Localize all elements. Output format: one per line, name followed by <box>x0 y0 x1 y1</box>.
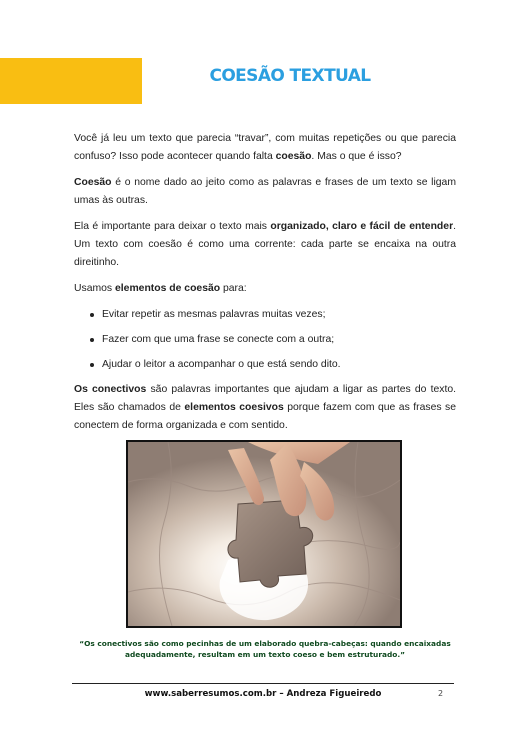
bold-text: Coesão <box>74 177 112 188</box>
text-run: porque fazem com que as frases se conectem de forma organizada e com sentido. <box>74 402 456 431</box>
text-run: para: <box>220 283 247 294</box>
footer-text: www.saberresumos.com.br – Andreza Figueiredo <box>144 689 382 699</box>
puzzle-photo <box>126 440 402 628</box>
text-run: . Mas o que é isso? <box>311 151 402 162</box>
list-item <box>74 306 456 324</box>
text-run: Usamos <box>74 283 115 294</box>
text-run: são palavras importantes que ajudam a ligar as partes do texto. Eles são chamados de <box>74 384 456 413</box>
bold-text: coesão <box>275 151 312 162</box>
paragraph-elements-intro <box>74 280 456 298</box>
list-item-text: Evitar repetir as mesmas palavras muitas vezes; <box>102 309 326 320</box>
caption-line: adequadamente, resultam em um texto coeso e bem estruturado.” <box>125 650 405 659</box>
text-run: é o nome dado ao jeito como as palavras e frases de um texto se ligam umas às outras. <box>74 177 456 206</box>
bullet-icon <box>90 313 94 317</box>
list-item <box>74 356 456 374</box>
footer-divider <box>72 683 454 684</box>
text-run: Você já leu um texto que parecia “travar”, com muitas repetições ou que parecia confuso? Isso pode acontecer quando falta <box>74 133 456 162</box>
paragraph-connectives <box>74 381 456 435</box>
list-item-text: Ajudar o leitor a acompanhar o que está sendo dito. <box>102 359 341 370</box>
paragraph-importance <box>74 218 456 272</box>
figure-caption <box>70 638 460 660</box>
bullet-list <box>74 306 456 374</box>
list-item <box>74 331 456 349</box>
paragraph-definition <box>74 174 456 210</box>
bullet-icon <box>90 338 94 342</box>
text-run: . Um texto com coesão é como uma corrente: cada parte se encaixa na outra direitinho. <box>74 221 456 268</box>
puzzle-image <box>128 442 400 626</box>
page-number: 2 <box>438 689 444 698</box>
paragraph-intro <box>74 130 456 166</box>
text-run: Ela é importante para deixar o texto mais <box>74 221 271 232</box>
bold-text: Os conectivos <box>74 384 147 395</box>
bold-text: elementos de coesão <box>115 283 221 294</box>
list-item-text: Fazer com que uma frase se conecte com a outra; <box>102 334 335 345</box>
bold-text: organizado, claro e fácil de entender <box>270 221 454 232</box>
page-title: COESÃO TEXTUAL <box>209 66 371 86</box>
bold-text: elementos coesivos <box>184 402 284 413</box>
bullet-icon <box>90 363 94 367</box>
accent-bar <box>0 58 142 104</box>
caption-line: “Os conectivos são como pecinhas de um elaborado quebra-cabeças: quando encaixadas <box>79 639 451 648</box>
main-content <box>74 130 456 443</box>
